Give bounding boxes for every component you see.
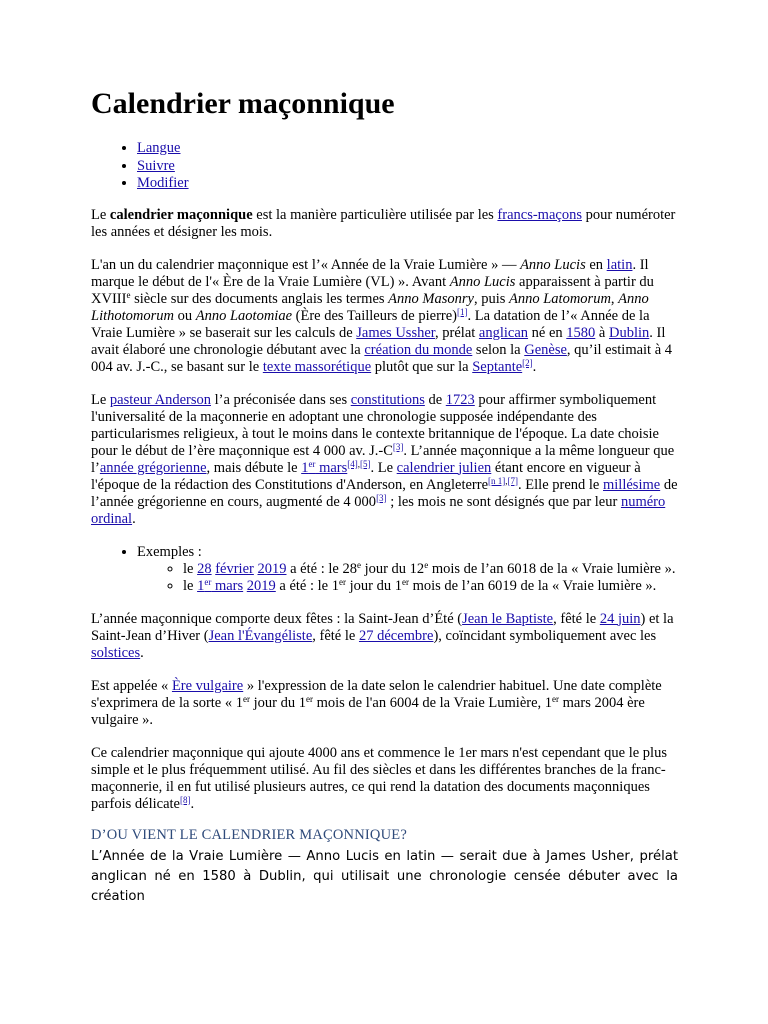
24-juin-link[interactable]: 24 juin — [599, 610, 641, 627]
italic-term: Anno Lucis — [520, 256, 586, 273]
text: , qu’il estimait à 4 004 av. J.-C., se basant sur le — [91, 341, 673, 375]
ref-5-link[interactable]: [5] — [360, 458, 371, 469]
paragraph-an-un — [91, 257, 678, 376]
superscript: e — [126, 289, 131, 300]
italic-term: Anno Latomorum — [509, 290, 611, 307]
creation-du-monde-link[interactable]: création du monde — [364, 341, 473, 358]
italic-term: Anno Lucis — [449, 273, 516, 290]
paragraph-autres-calendriers: Ce calendrier maçonnique qui ajoute 4000 ans et commence le 1er mars n'est cependant que le plus simple et le plus fréquemment utilisé. Au fil des siècles et dans les différentes branches de la franc-maçonnerie, il en fut utilisé plusieurs autres, ce qui rend la datation des documents maçonniques parfois délicate[8]. — [91, 744, 667, 812]
year-2019b-link[interactable]: 2019 — [246, 577, 276, 594]
ref-1-link[interactable]: [1] — [457, 306, 468, 317]
year-1580-link[interactable]: 1580 — [566, 324, 596, 341]
text: L'an un du calendrier maçonnique est l’« Année de la Vraie Lumière » — — [91, 256, 521, 273]
text: , mais débute le — [206, 459, 302, 476]
examples-list — [91, 544, 678, 595]
texte-massoretique-link[interactable]: texte massorétique — [262, 358, 372, 375]
text: . L’année maçonnique a la même longueur que l’ — [91, 442, 675, 476]
ere-vulgaire-link[interactable]: Ère vulgaire — [171, 677, 244, 694]
text: en — [585, 256, 607, 273]
ref-7-link[interactable]: [7] — [507, 475, 519, 486]
text: Le — [91, 391, 110, 408]
jean-le-baptiste-link[interactable]: Jean le Baptiste — [462, 610, 554, 627]
text: (Ère des Tailleurs de pierre) — [292, 307, 458, 324]
pasteur-anderson-link[interactable]: pasteur Anderson — [109, 391, 211, 408]
text: ; les mois ne sont désignés que par leur — [386, 493, 621, 510]
paragraph-fetes: L’année maçonnique comporte deux fêtes : la Saint-Jean d’Été (Jean le Baptiste, fêté le 24 juin) et la Saint-Jean d’Hiver (Jean l'Évangéliste, fêté le 27 décembre), coïncidant symboliquement avec les solstices. — [91, 610, 674, 661]
italic-term: Anno Laotomiae — [195, 307, 293, 324]
fevrier-link[interactable]: février — [215, 560, 254, 577]
septante-link[interactable]: Septante — [472, 358, 523, 375]
anglican-link[interactable]: anglican — [478, 324, 529, 341]
year-2019-link[interactable]: 2019 — [257, 560, 287, 577]
examples-item — [137, 544, 678, 595]
langue-link[interactable]: Langue — [137, 140, 181, 156]
examples-label: Exemples : — [137, 543, 202, 560]
text: apparaissent à partir du XVIII — [91, 273, 654, 307]
text: de l’année grégorienne en cours, augmenté de 4 000 — [91, 476, 678, 510]
latin-link[interactable]: latin — [606, 256, 633, 273]
genese-link[interactable]: Genèse — [524, 341, 567, 358]
page-menu — [91, 140, 678, 193]
text: étant encore en vigueur à l'époque de la rédaction des Constitutions d'Anderson, en Angleterre — [91, 459, 641, 493]
text: selon la — [472, 341, 525, 358]
italic-term: Anno Masonry — [388, 290, 474, 307]
suivre-link[interactable]: Suivre — [137, 157, 175, 174]
text: plutôt que sur la — [371, 358, 473, 375]
text: , — [610, 290, 619, 307]
bold-term: calendrier maçonnique — [109, 206, 253, 223]
text: , puis — [473, 290, 509, 307]
text: à — [595, 324, 609, 341]
jean-evangeliste-link[interactable]: Jean l'Évangéliste — [208, 627, 313, 644]
text: . La datation de l’« Année de la Vraie Lumière » se baserait sur les calculs de — [91, 307, 650, 341]
premier-mars-link[interactable]: 1er mars — [301, 458, 348, 476]
text: l’a préconisée dans ses — [211, 391, 351, 408]
text: pour affirmer symboliquement l'universalité de la maçonnerie en adoptant une chronologie supposée indépendante des particularismes religieux, à tout le moins dans le contexte britannique de l'époque. La date choisie pour le début de l’ère maçonnique est 4 000 av. J.-C — [91, 391, 659, 459]
intro-paragraph — [91, 207, 678, 241]
text: né en — [528, 324, 567, 341]
menu-item-suivre — [137, 158, 678, 176]
text: Le — [91, 206, 110, 223]
calendrier-julien-link[interactable]: calendrier julien — [396, 459, 492, 476]
italic-term: Anno Lithotomorum — [91, 290, 649, 324]
ref-3b-link[interactable]: [3] — [376, 492, 387, 503]
text: . — [532, 358, 537, 375]
paragraph-anderson: Le pasteur Anderson l’a préconisée dans ses constitutions de 1723 pour affirmer symboliquement l'universalité de la maçonnerie en adoptant une chronologie supposée indépendante des particularismes religieux, à tout le moins dans le contexte britannique de l'époque. La date choisie pour le début de l’ère maçonnique est 4 000 av. J.-C[3]. L’année maçonnique a la même longueur que l’année grégorienne, mais débute le 1er mars[4],[5]. Le calendrier julien étant encore en vigueur à l'époque de la rédaction des Constitutions d'Anderson, en Angleterre[n 1],[7]. Elle prend le millésime de l’année grégorienne en cours, augmenté de 4 000[3] ; les mois ne sont désignés que par leur numéro ordinal. — [91, 391, 678, 527]
ref-8-link[interactable]: [8] — [179, 794, 191, 805]
modifier-link[interactable]: Modifier — [137, 175, 189, 191]
text: pour numéroter les années et désigner les mois. — [91, 206, 676, 240]
menu-item-langue — [137, 140, 678, 158]
text: . — [132, 510, 136, 527]
francs-macons-link[interactable]: francs-maçons — [497, 206, 582, 223]
menu-item-modifier — [137, 175, 678, 193]
section-heading: D’OU VIENT LE CALENDRIER MAÇONNIQUE? — [91, 826, 407, 843]
ref-3-link[interactable]: [3] — [392, 441, 404, 452]
text: , prélat — [435, 324, 479, 341]
premier-mars-example-link[interactable]: 1er mars — [197, 576, 244, 594]
27-decembre-link[interactable]: 27 décembre — [358, 627, 434, 644]
james-ussher-link[interactable]: James Ussher — [356, 324, 436, 341]
ref-2-link[interactable]: [2] — [522, 357, 533, 368]
text: . Elle prend le — [518, 476, 603, 493]
text: . Il marque le début de l'« Ère de la Vraie Lumière (VL) ». Avant — [91, 256, 649, 290]
day-28-link[interactable]: 28 — [197, 560, 212, 577]
example-2: ◦ le 1er mars 2019 a été : le 1er jour du 1er mois de l’an 6019 de la « Vraie lumière ». — [183, 578, 678, 595]
paragraph-ere-vulgaire: Est appelée « Ère vulgaire » l'expression de la date selon le calendrier habituel. Une date complète s'exprimera de la sorte « 1er jour du 1er mois de l'an 6004 de la Vraie Lumière, 1er mars 2004 ère vulgaire ». — [91, 677, 662, 728]
millesime-link[interactable]: millésime — [603, 476, 661, 493]
annee-gregorienne-link[interactable]: année grégorienne — [99, 459, 207, 476]
text: de — [424, 391, 446, 408]
year-1723-link[interactable]: 1723 — [445, 391, 475, 408]
text: est la manière particulière utilisée par les — [252, 206, 498, 223]
section-text: L’Année de la Vraie Lumière — Anno Lucis en latin — serait due à James Usher, prélat anglican né en 1580 à Dublin, qui utilisait une chronologie censée débuter avec la création — [91, 848, 678, 904]
text: . Il avait élaboré une chronologie débutant avec la — [91, 324, 666, 358]
ref-4-link[interactable]: [4] — [347, 458, 358, 469]
text: ou — [174, 307, 196, 324]
numero-ordinal-link[interactable]: numéro ordinal — [91, 493, 666, 527]
dublin-link[interactable]: Dublin — [608, 324, 650, 341]
example-1: ◦ le 28 février 2019 a été : le 28e jour du 12e mois de l’an 6018 de la « Vraie lumière ». — [183, 561, 678, 578]
solstices-link[interactable]: solstices — [91, 644, 141, 661]
constitutions-link[interactable]: constitutions — [350, 391, 425, 408]
page-title: Calendrier maçonnique — [91, 87, 395, 120]
text: siècle sur des documents anglais les termes — [130, 290, 389, 307]
text: . Le — [370, 459, 397, 476]
ref-n1-link[interactable]: [n 1] — [488, 475, 506, 486]
